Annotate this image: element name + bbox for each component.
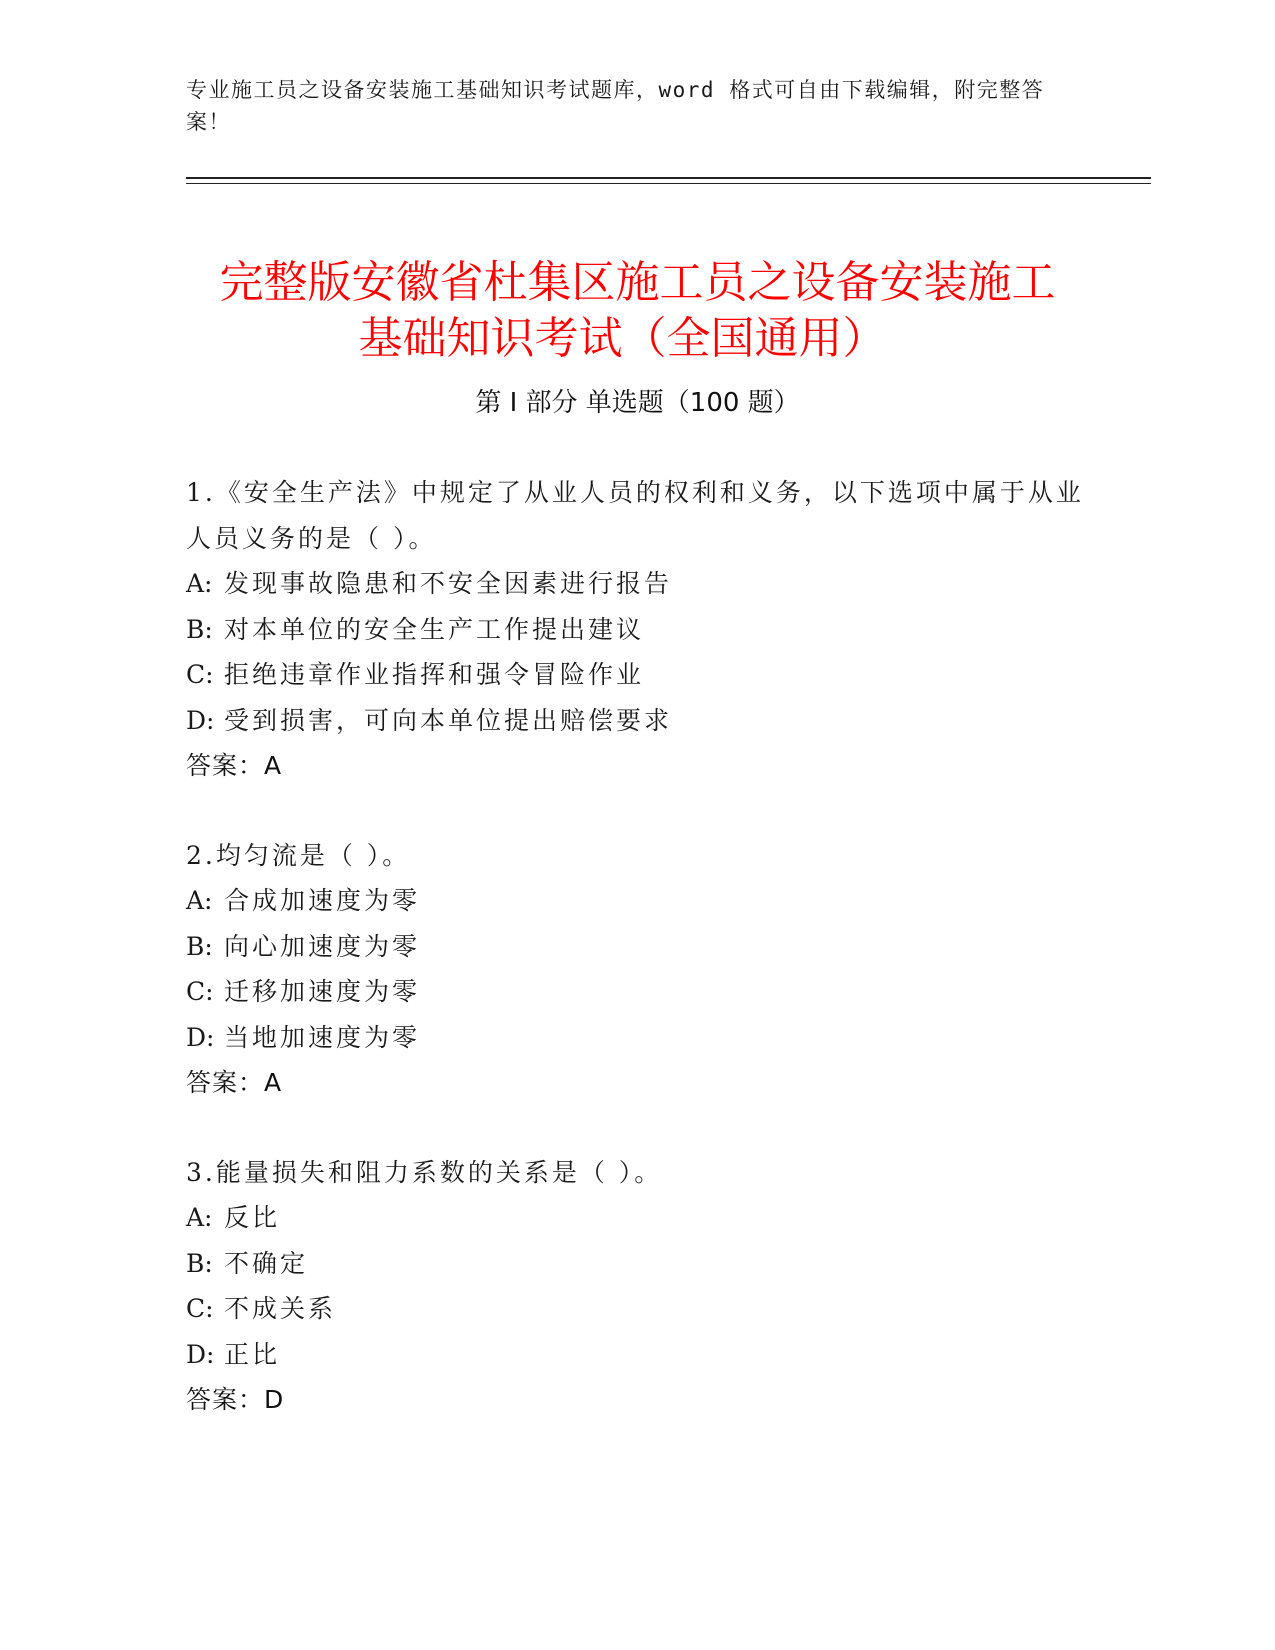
option-key: C:: [186, 660, 214, 689]
question-text: 1.《安全生产法》中规定了从业人员的权利和义务，以下选项中属于从业人员义务的是（ ）。: [186, 478, 1084, 553]
option-text: 正比: [224, 1339, 281, 1369]
title-line-2: 基础知识考试（全国通用）: [358, 313, 887, 365]
option-c: [186, 969, 1086, 1015]
option-b: [186, 924, 1086, 970]
option-a: [186, 561, 1086, 607]
option-c: [186, 1286, 1086, 1332]
question-1: [186, 470, 1086, 789]
option-a: [186, 1195, 1086, 1241]
option-text: 反比: [224, 1203, 281, 1232]
option-b: [186, 607, 1086, 653]
document-title: [150, 255, 1125, 367]
option-key: A:: [186, 886, 213, 915]
option-text: 合成加速度为零: [224, 886, 421, 915]
question-2: [186, 833, 1086, 1106]
question-3: [186, 1150, 1086, 1423]
answer-line: 答案：A: [186, 751, 283, 780]
option-c: [186, 652, 1086, 698]
answer-line: 答案：D: [186, 1385, 285, 1414]
option-key: B:: [186, 931, 213, 961]
option-d: [186, 1015, 1086, 1061]
option-a: [186, 878, 1086, 924]
option-key: C:: [186, 977, 214, 1006]
option-text: 对本单位的安全生产工作提出建议: [224, 614, 645, 644]
option-text: 拒绝违章作业指挥和强令冒险作业: [224, 660, 645, 689]
option-text: 发现事故隐患和不安全因素进行报告: [224, 569, 673, 598]
document-header-note: 专业施工员之设备安装施工基础知识考试题库，word 格式可自由下载编辑，附完整答案！: [186, 78, 1045, 134]
option-key: A:: [186, 1203, 213, 1232]
option-text: 不确定: [224, 1248, 309, 1278]
option-text: 当地加速度为零: [224, 1022, 421, 1052]
option-key: D:: [186, 1022, 215, 1052]
option-text: 不成关系: [224, 1294, 337, 1323]
header-divider-thin: [186, 183, 1151, 184]
option-text: 迁移加速度为零: [224, 977, 421, 1006]
option-key: C:: [186, 1294, 214, 1323]
option-key: D:: [186, 705, 215, 735]
section-heading: 第 I 部分 单选题（100 题）: [475, 388, 800, 418]
answer-line: 答案：A: [186, 1068, 283, 1097]
question-list: [186, 470, 1086, 1467]
option-key: B:: [186, 614, 213, 644]
title-line-1: 完整版安徽省杜集区施工员之设备安装施工: [219, 257, 1056, 309]
option-d: [186, 1332, 1086, 1378]
option-key: D:: [186, 1339, 215, 1369]
option-text: 向心加速度为零: [224, 931, 421, 961]
option-d: [186, 698, 1086, 744]
option-key: B:: [186, 1248, 213, 1278]
question-text: 3.能量损失和阻力系数的关系是（ ）。: [186, 1157, 663, 1187]
question-text: 2.均匀流是（ ）。: [186, 840, 411, 870]
option-text: 受到损害，可向本单位提出赔偿要求: [224, 705, 673, 735]
option-key: A:: [186, 569, 213, 598]
header-divider-thick: [186, 177, 1151, 179]
option-b: [186, 1241, 1086, 1287]
